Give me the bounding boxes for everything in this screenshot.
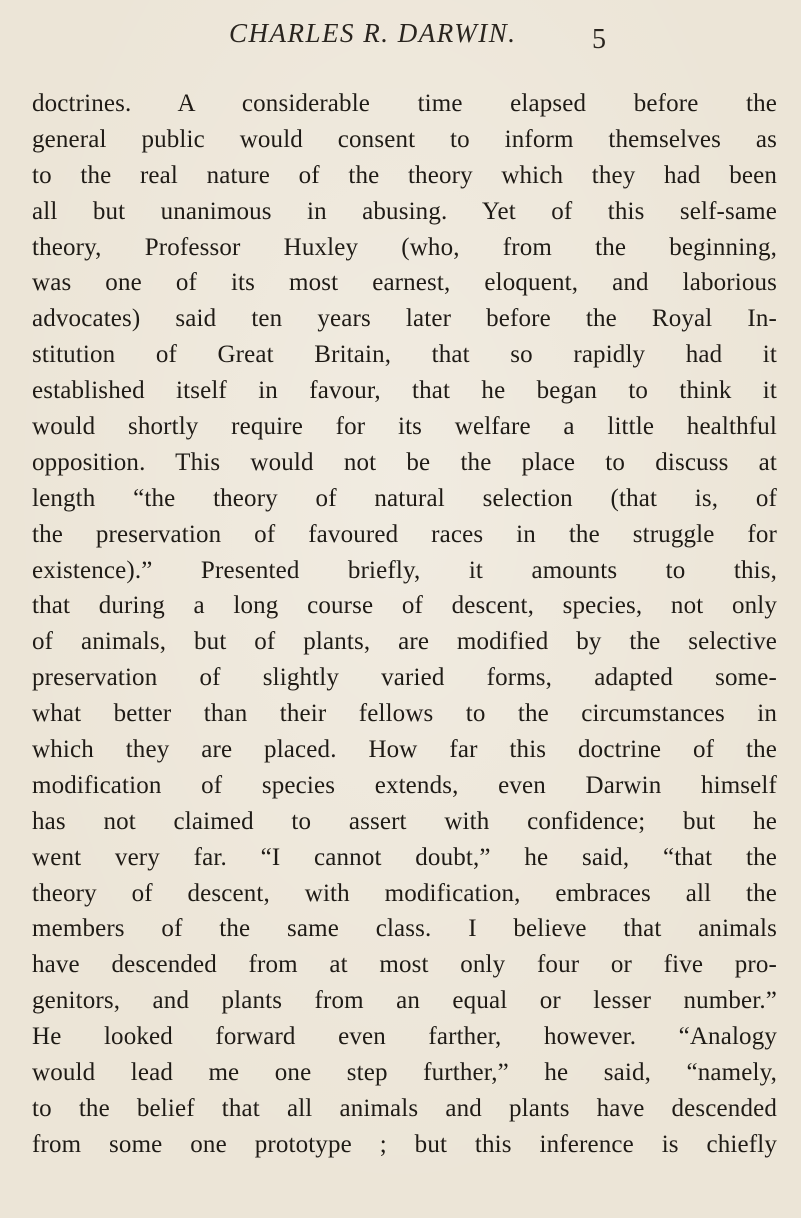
text-line: from some one prototype ; but this inference is chiefly (32, 1130, 777, 1158)
text-line: doctrines. A considerable time elapsed before the (32, 90, 777, 117)
text-line: to the real nature of the theory which they had been (32, 161, 777, 189)
text-line: the preservation of favoured races in the struggle for (32, 520, 777, 548)
text-line: to the belief that all animals and plants have descended (32, 1094, 777, 1122)
text-line: has not claimed to assert with confidence; but he (32, 807, 777, 835)
text-line: existence).” Presented briefly, it amounts to this, (32, 556, 777, 584)
text-line: would lead me one step further,” he said, “namely, (32, 1059, 777, 1087)
text-line: modification of species extends, even Darwin himself (32, 771, 777, 799)
body-text (32, 86, 777, 1163)
text-line: He looked forward even farther, however. “Analogy (32, 1023, 777, 1051)
text-line: that during a long course of descent, species, not only (32, 592, 777, 620)
text-line: general public would consent to inform themselves as (32, 125, 777, 153)
text-line: preservation of slightly varied forms, adapted some- (32, 664, 777, 692)
text-line: have descended from at most only four or five pro- (32, 951, 777, 979)
text-line: which they are placed. How far this doctrine of the (32, 736, 777, 764)
text-line: opposition. This would not be the place to discuss at (32, 448, 777, 476)
text-line: stitution of Great Britain, that so rapidly had it (32, 341, 777, 369)
text-line: was one of its most earnest, eloquent, and laborious (32, 269, 777, 297)
text-line: theory of descent, with modification, embraces all the (32, 879, 777, 907)
page-number: 5 (592, 24, 606, 55)
text-line: what better than their fellows to the circumstances in (32, 700, 777, 728)
text-line: genitors, and plants from an equal or lesser number.” (32, 987, 777, 1015)
text-line: members of the same class. I believe that animals (32, 915, 777, 943)
text-line: theory, Professor Huxley (who, from the beginning, (32, 233, 777, 261)
text-line: advocates) said ten years later before the Royal In- (32, 305, 777, 333)
text-line: length “the theory of natural selection (that is, of (32, 484, 777, 512)
text-line: all but unanimous in abusing. Yet of this self-same (32, 197, 777, 225)
running-head (0, 14, 801, 58)
text-line: established itself in favour, that he began to think it (32, 377, 777, 405)
text-line: went very far. “I cannot doubt,” he said, “that the (32, 843, 777, 871)
text-line: of animals, but of plants, are modified by the selective (32, 628, 777, 656)
text-line: would shortly require for its welfare a little healthful (32, 413, 777, 441)
running-title: CHARLES R. DARWIN. (229, 18, 517, 48)
